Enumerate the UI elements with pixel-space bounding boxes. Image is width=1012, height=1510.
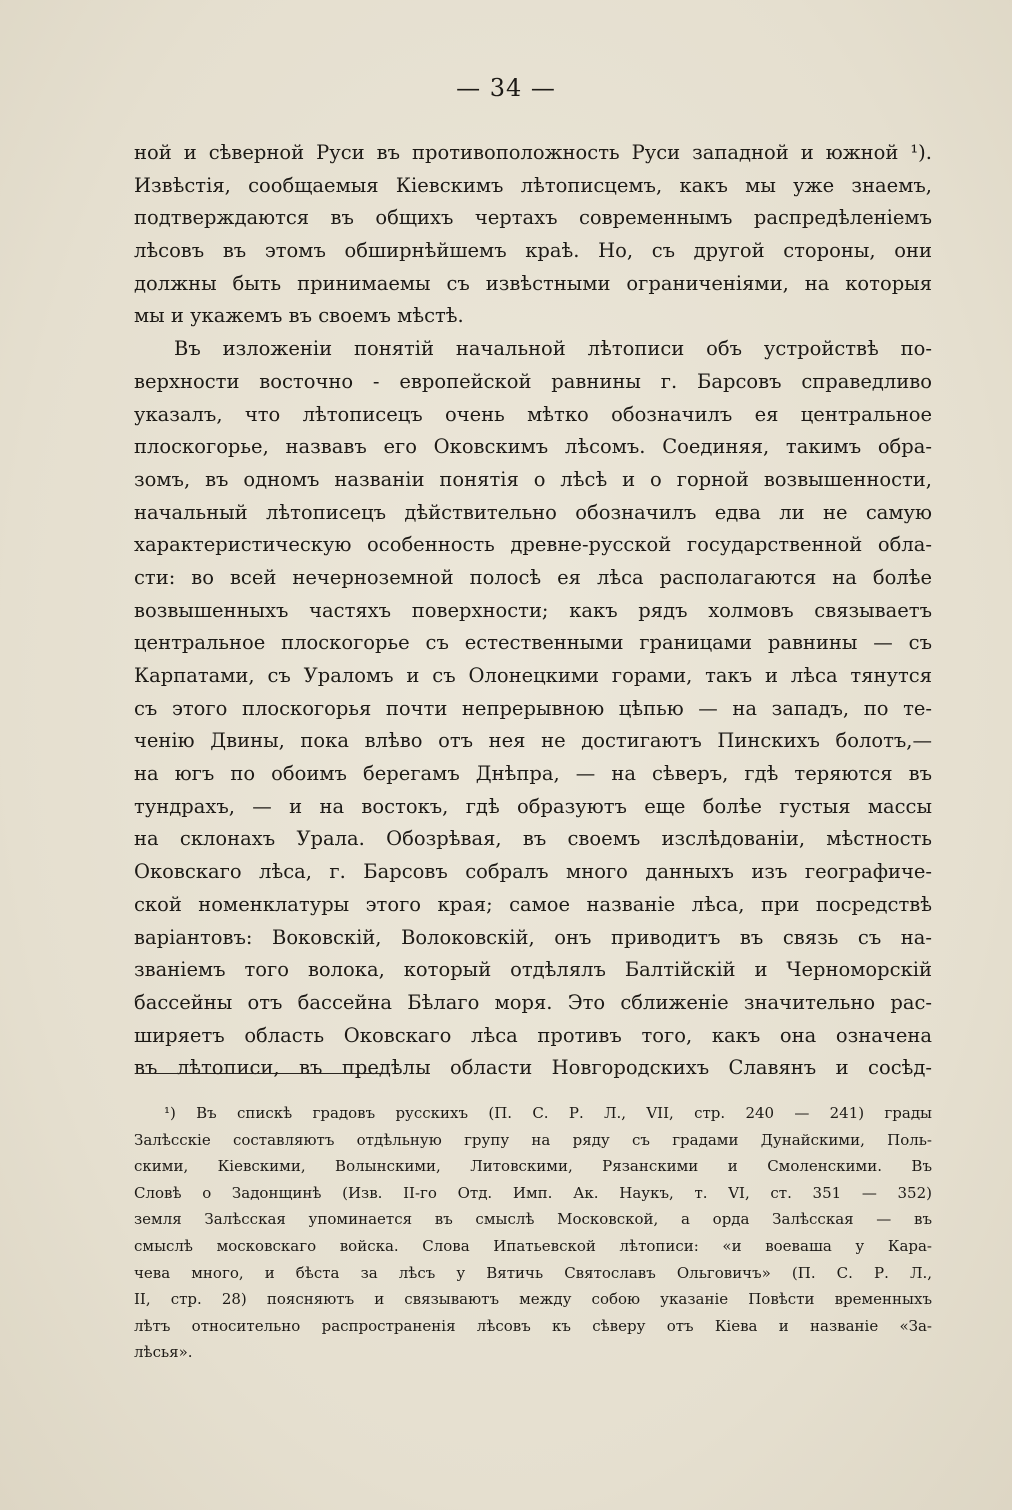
- text-line: лѣсовъ въ этомъ обширнѣйшемъ краѣ. Но, съ другой стороны, они: [134, 239, 932, 263]
- text-line: Карпатами, съ Ураломъ и съ Олонецкими горами, такъ и лѣса тянутся: [134, 664, 932, 687]
- text-line: характеристическую особенность древне-русской государственной обла-: [134, 533, 932, 557]
- text-line: тундрахъ, — и на востокъ, гдѣ образуютъ еще болѣе густыя массы: [134, 794, 932, 818]
- text-line: подтверждаются въ общихъ чертахъ современнымъ распредѣленіемъ: [134, 206, 932, 230]
- footnote-divider: [135, 1073, 390, 1074]
- text-line: ченію Двины, пока влѣво отъ нея не достигаютъ Пинскихъ болотъ,—: [134, 729, 932, 753]
- text-line: ной и сѣверной Руси въ противоположность Руси западной и южной ¹).: [134, 141, 932, 164]
- text-line: сти: во всей нечерноземной полосѣ ея лѣса располагаются на болѣе: [134, 565, 932, 589]
- footnote-line: Залѣсскіе составляютъ отдѣльную групу на ряду съ градами Дунайскими, Поль-: [134, 1130, 932, 1149]
- text-line: ской номенклатуры этого края; самое названіе лѣса, при посредствѣ: [134, 892, 932, 916]
- text-line: на югъ по обоимъ берегамъ Днѣпра, — на сѣверъ, гдѣ теряются въ: [134, 762, 932, 786]
- footnote-line: лѣтъ относительно распространенія лѣсовъ къ сѣверу отъ Кіева и названіе «За-: [134, 1316, 932, 1335]
- text-line: Въ изложеніи понятій начальной лѣтописи объ устройствѣ по-: [174, 337, 932, 361]
- text-line: возвышенныхъ частяхъ поверхности; какъ рядъ холмовъ связываетъ: [134, 598, 932, 622]
- footnote-line: скими, Кіевскими, Волынскими, Литовскими, Рязанскими и Смоленскими. Въ: [134, 1157, 932, 1176]
- text-line: зомъ, въ одномъ названіи понятія о лѣсѣ и о горной возвышенности,: [134, 467, 932, 491]
- page-number: — 34 —: [456, 74, 556, 102]
- text-line: ширяетъ область Оковскаго лѣса противъ того, какъ она означена: [134, 1023, 932, 1047]
- text-line: указалъ, что лѣтописецъ очень мѣтко обозначилъ ея центральное: [134, 402, 932, 426]
- text-line: верхности восточно - европейской равнины г. Барсовъ справедливо: [134, 369, 932, 393]
- text-line: плоскогорье, назвавъ его Оковскимъ лѣсомъ. Соединяя, такимъ обра-: [134, 435, 932, 459]
- text-line: начальный лѣтописецъ дѣйствительно обозначилъ едва ли не самую: [134, 500, 932, 524]
- text-line: должны быть принимаемы съ извѣстными ограниченіями, на которыя: [134, 271, 932, 295]
- text-line: на склонахъ Урала. Обозрѣвая, въ своемъ изслѣдованіи, мѣстность: [134, 827, 932, 851]
- footnote-line: лѣсья».: [134, 1343, 193, 1362]
- text-line: званіемъ того волока, который отдѣлялъ Балтійскій и Черноморскій: [134, 958, 932, 982]
- footnote-line: ¹) Въ спискѣ градовъ русскихъ (П. С. Р. Л., VII, стр. 240 — 241) грады: [164, 1104, 932, 1122]
- footnote-block: [134, 1100, 932, 1366]
- text-line: съ этого плоскогорья почти непрерывною цѣпью — на западъ, по те-: [134, 696, 932, 720]
- text-line: варіантовъ: Воковскій, Волоковскій, онъ приводитъ въ связь съ на-: [134, 925, 932, 949]
- footnote-line: земля Залѣсская упоминается въ смыслѣ Московской, а орда Залѣсская — въ: [134, 1210, 932, 1229]
- text-line: въ лѣтописи, въ предѣлы области Новгородскихъ Славянъ и сосѣд-: [134, 1056, 932, 1080]
- footnote-line: II, стр. 28) поясняютъ и связываютъ между собою указаніе Повѣсти временныхъ: [134, 1290, 932, 1309]
- footnote-line: смыслѣ московскаго войска. Слова Ипатьевской лѣтописи: «и воеваша у Кара-: [134, 1236, 932, 1255]
- main-text-block: [134, 137, 932, 1085]
- footnote-line: Словѣ о Задонщинѣ (Изв. II-го Отд. Имп. Ак. Наукъ, т. VI, ст. 351 — 352): [134, 1183, 932, 1202]
- text-line: Оковскаго лѣса, г. Барсовъ собралъ много данныхъ изъ географиче-: [134, 860, 932, 884]
- text-line: центральное плоскогорье съ естественными границами равнины — съ: [134, 631, 932, 655]
- text-line: Извѣстія, сообщаемыя Кіевскимъ лѣтописцемъ, какъ мы уже знаемъ,: [134, 173, 932, 197]
- footnote-line: чева много, и бѣста за лѣсъ у Вятичь Святославъ Ольговичъ» (П. С. Р. Л.,: [134, 1263, 932, 1282]
- text-line: бассейны отъ бассейна Бѣлаго моря. Это сближеніе значительно рас-: [134, 990, 932, 1014]
- text-line: мы и укажемъ въ своемъ мѣстѣ.: [134, 304, 464, 328]
